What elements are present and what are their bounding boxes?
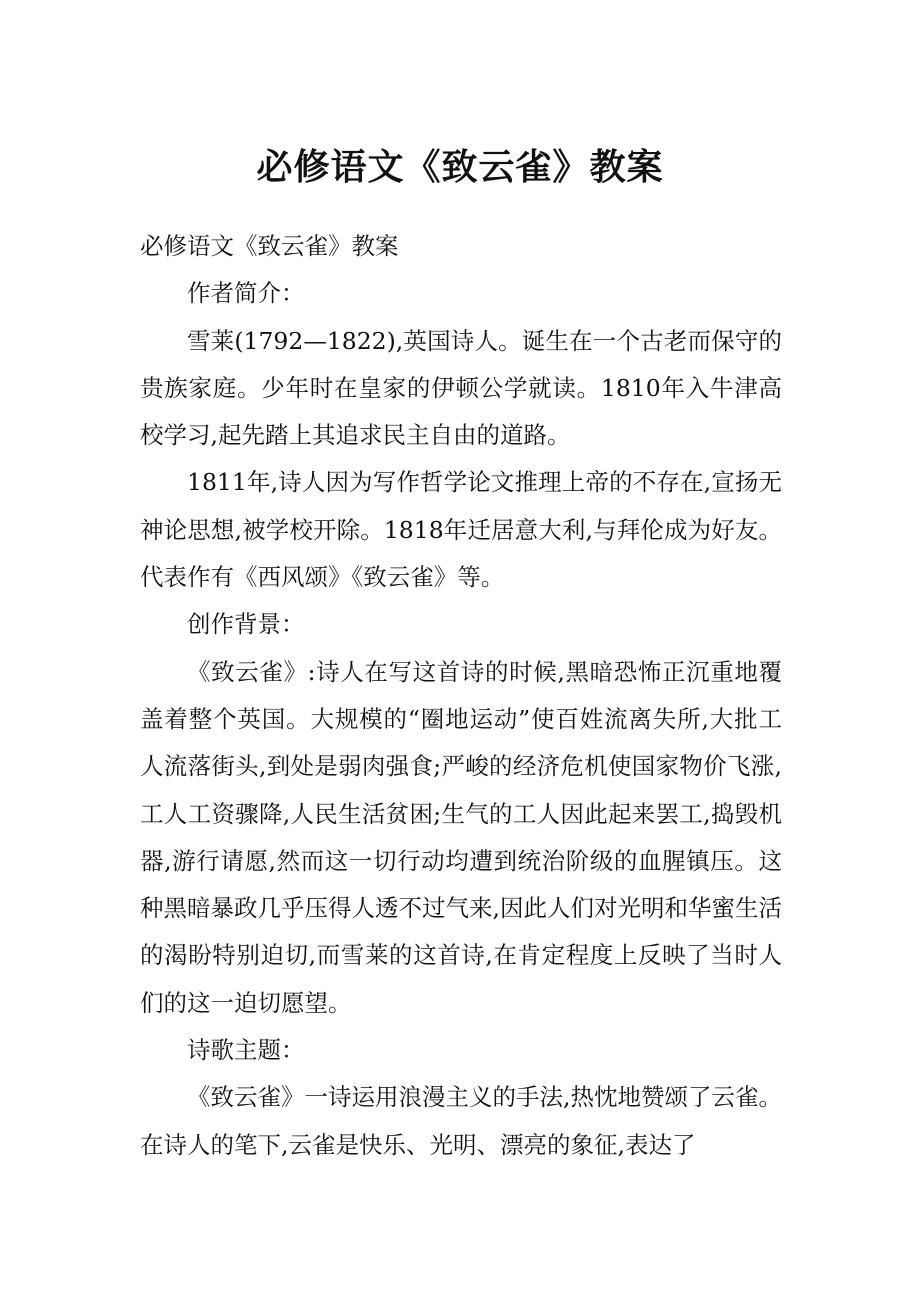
document-body <box>140 223 782 1169</box>
background-paragraph: 《致云雀》:诗人在写这首诗的时候,黑暗恐怖正沉重地覆盖着整个英国。大规模的“圈地运动”使百姓流离失所,大批工人流落街头,到处是弱肉强食;严峻的经济危机使国家物价飞涨,工人工资骤降,人民生活贫困;生气的工人因此起来罢工,捣毁机器,游行请愿,然而这一切行动均遭到统治阶级的血腥镇压。这种黑暗暴政几乎压得人透不过气来,因此人们对光明和华蜜生活的渴盼特别迫切,而雪莱的这首诗,在肯定程度上反映了当时人们的这一迫切愿望。 <box>140 657 782 1017</box>
theme-paragraph: 《致云雀》一诗运用浪漫主义的手法,热忱地赞颂了云雀。在诗人的笔下,云雀是快乐、光明、漂亮的象征,表达了 <box>140 1083 782 1159</box>
section-heading-author: 作者简介： <box>187 279 305 308</box>
subtitle-paragraph: 必修语文《致云雀》教案 <box>140 232 399 260</box>
author-intro-paragraph: 雪莱(1792—1822),英国诗人。诞生在一个古老而保守的贵族家庭。少年时在皇家的伊顿公学就读。1810年入牛津高校学习,起先踏上其追求民主自由的道路。 <box>140 326 782 450</box>
author-bio-paragraph: 1811年,诗人因为写作哲学论文推理上帝的不存在,宣扬无神论思想,被学校开除。1818年迁居意大利,与拜伦成为好友。代表作有《西风颂》《致云雀》等。 <box>140 468 782 592</box>
section-heading-background: 创作背景： <box>187 610 305 639</box>
document-title: 必修语文《致云雀》教案 <box>256 146 664 188</box>
section-heading-theme: 诗歌主题： <box>187 1036 305 1065</box>
